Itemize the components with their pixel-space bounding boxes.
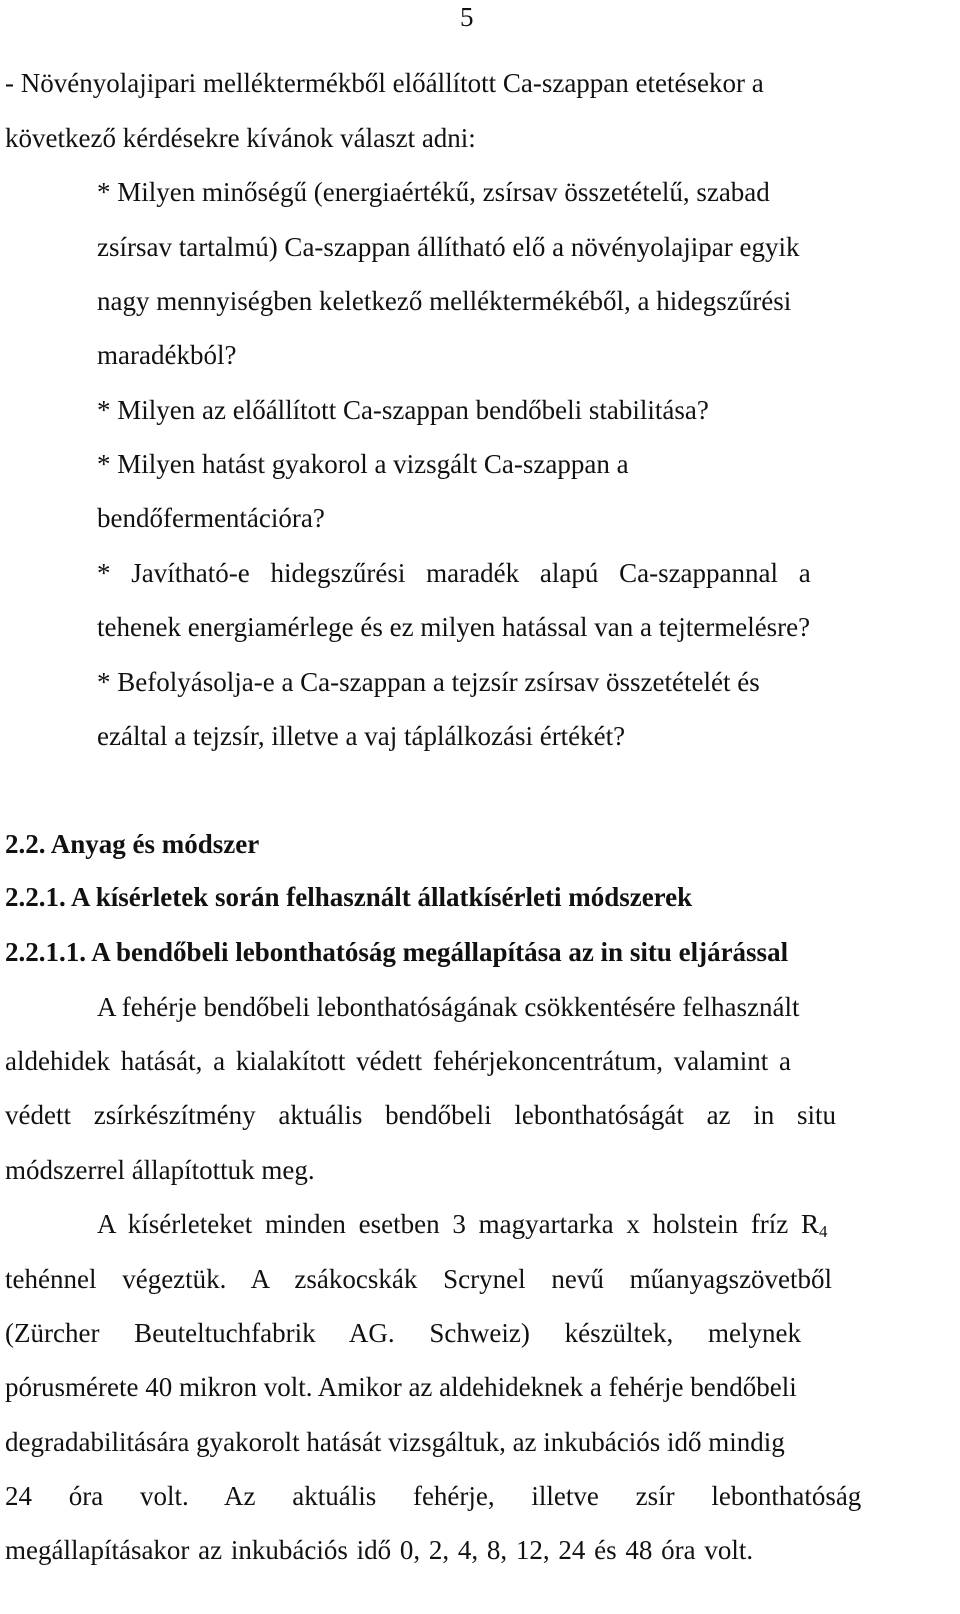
- question-1-text-1: * Milyen minőségű (energiaértékű, zsírsav összetételű, szabad: [97, 177, 770, 207]
- question-1-line-2: zsírsav tartalmú) Ca-szappan állítható elő a növényolajipar egyik: [97, 232, 800, 262]
- paragraph-1-line-4: módszerrel állapítottuk meg.: [5, 1155, 315, 1185]
- paragraph-1-line-3: védett zsírkészítmény aktuális bendőbeli lebonthatóságát az in situ: [5, 1100, 837, 1130]
- question-5-line-2: ezáltal a tejzsír, illetve a vaj táplálkozási értékét?: [97, 721, 626, 751]
- heading-allatkiserleti-modszerek: 2.2.1. A kísérletek során felhasznált állatkísérleti módszerek: [5, 882, 693, 912]
- question-4-line-1: * Javítható-e hidegszűrési maradék alapú Ca-szappannal a: [97, 558, 811, 588]
- paragraph-1-line-1: A fehérje bendőbeli lebonthatóságának csökkentésére felhasznált: [97, 992, 800, 1022]
- question-1-line-3: nagy mennyiségben keletkező melléktermékéből, a hidegszűrési: [97, 286, 792, 316]
- question-2: * Milyen az előállított Ca-szappan bendőbeli stabilitása?: [97, 395, 709, 425]
- question-1-line-4: maradékból?: [97, 340, 237, 370]
- paragraph-2-line-3: (Zürcher Beuteltuchfabrik AG. Schweiz) készültek, melynek: [5, 1318, 802, 1348]
- paragraph-2-line-4: pórusmérete 40 mikron volt. Amikor az aldehideknek a fehérje bendőbeli: [5, 1372, 797, 1402]
- intro-line-1: - Növényolajipari melléktermékből előállított Ca-szappan etetésekor a: [5, 68, 764, 98]
- paragraph-2-line-7: megállapításakor az inkubációs idő 0, 2, 4, 8, 12, 24 és 48 óra volt.: [5, 1535, 754, 1565]
- paragraph-2-text-1: A kísérleteket minden esetben 3 magyartarka x holstein fríz R: [97, 1209, 820, 1239]
- subscript-4: 4: [819, 1222, 828, 1241]
- paragraph-2-line-6: 24 óra volt. Az aktuális fehérje, illetve zsír lebonthatóság: [5, 1481, 862, 1511]
- question-1-line-1: [97, 175, 933, 209]
- paragraph-1-line-2: aldehidek hatását, a kialakított védett fehérjekoncentrátum, valamint a: [5, 1046, 791, 1076]
- heading-in-situ: 2.2.1.1. A bendőbeli lebonthatóság megállapítása az in situ eljárással: [5, 937, 789, 967]
- question-5-line-1: * Befolyásolja-e a Ca-szappan a tejzsír zsírsav összetételét és: [97, 667, 760, 697]
- question-3-line-1: * Milyen hatást gyakorol a vizsgált Ca-szappan a: [97, 449, 629, 479]
- question-4-line-2: tehenek energiamérlege és ez milyen hatással van a tejtermelésre?: [97, 612, 811, 642]
- intro-line-2: következő kérdésekre kívánok választ adni:: [5, 123, 476, 153]
- paragraph-2-line-1: [97, 1207, 828, 1249]
- paragraph-2-line-2: tehénnel végeztük. A zsákocskák Scrynel nevű műanyagszövetből: [5, 1264, 833, 1294]
- page-number: 5: [460, 2, 474, 32]
- question-3-line-2: bendőfermentációra?: [97, 503, 325, 533]
- heading-anyag-es-modszer: 2.2. Anyag és módszer: [5, 829, 260, 859]
- paragraph-2-line-5: degradabilitására gyakorolt hatását vizsgáltuk, az inkubációs idő mindig: [5, 1427, 785, 1457]
